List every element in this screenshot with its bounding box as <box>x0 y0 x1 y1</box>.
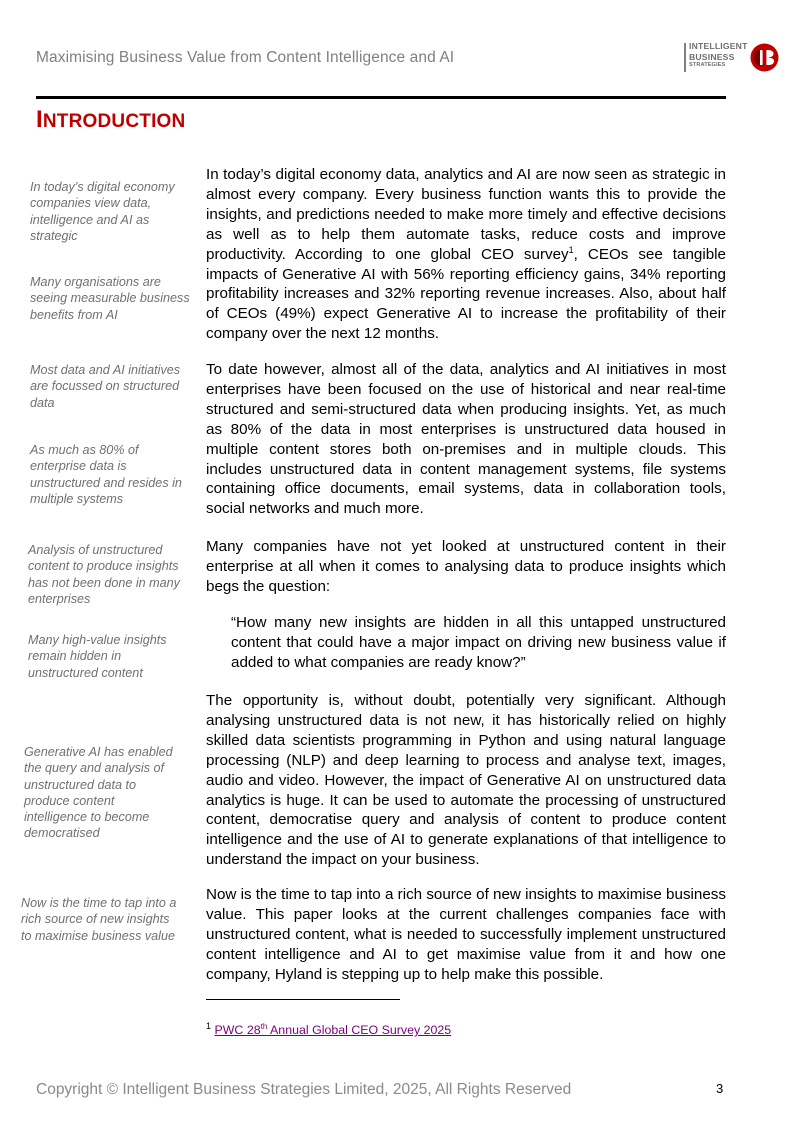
footnote-link-text: Annual Global CEO Survey 2025 <box>267 1023 452 1037</box>
footnote-link[interactable] <box>214 1023 451 1037</box>
margin-note: Most data and AI initiatives are focussed on structured data <box>30 363 181 410</box>
margin-note: Now is the time to tap into a rich source of new insights to maximise business value <box>21 896 177 943</box>
company-logo <box>684 42 780 74</box>
footnote-link-text: PWC 28 <box>214 1023 261 1037</box>
body-text-segment: In today’s digital economy data, analytics and AI are now seen as strategic in almost every company. Every business function wants this to provide the insights, and predictions needed to make more timely and effective decisions as well as to help them automate tasks, reduce costs and improve productivity. According to one global CEO survey <box>206 166 726 263</box>
body-paragraph: Many companies have not yet looked at unstructured content in their enterprise at all when it comes to analysing data to produce insights which begs the question: <box>206 538 726 595</box>
logo-line-2: BUSINESS <box>689 51 735 62</box>
margin-note: Many high-value insights remain hidden in unstructured content <box>28 633 167 680</box>
logo-divider <box>684 43 686 72</box>
margin-note: Analysis of unstructured content to produce insights has not been done in many enterprises <box>28 543 180 606</box>
footnote-link-sup: th <box>260 1021 268 1031</box>
logo-wordmark <box>689 42 748 69</box>
quote-block: “How many new insights are hidden in all this untapped unstructured content that could have a major impact on driving new business value if added to what companies are ready know?” <box>231 614 726 671</box>
section-heading-initial: I <box>36 106 43 133</box>
body-paragraph: Now is the time to tap into a rich source of new insights to maximise business value. This paper looks at the current challenges companies face with unstructured content, what is needed to successfully implement unstructured content intelligence and AI to get maximise value from it and how one company, Hyland is stepping up to help make this possible. <box>206 886 726 983</box>
logo-line-3: STRATEGIES <box>689 62 726 69</box>
margin-note: Many organisations are seeing measurable business benefits from AI <box>30 275 190 322</box>
footnote-rule <box>206 999 400 1000</box>
section-heading-rest: NTRODUCTION <box>42 111 186 132</box>
footnote-number: 1 <box>206 1020 212 1031</box>
body-paragraph <box>206 165 726 344</box>
margin-note: Generative AI has enabled the query and analysis of unstructured data to produce content intelligence to become democratised <box>24 745 173 841</box>
margin-note: In today’s digital economy companies view data, intelligence and AI as strategic <box>30 180 175 243</box>
logo-line-1: INTELLIGENT <box>689 41 748 51</box>
page-number: 3 <box>716 1081 724 1096</box>
header-rule <box>36 96 726 99</box>
body-paragraph: The opportunity is, without doubt, potentially very significant. Although analysing unstructured data is not new, it has historically relied on highly skilled data scientists programming in Python and using natural language processing (NLP) and deep learning to process and analyse text, images, audio and video. However, the impact of Generative AI on unstructured data analytics is huge. It can be used to automate the processing of unstructured content, democratise query and analysis of content to produce content intelligence and the use of AI to generate explanations of that intelligence to understand the impact on your business. <box>206 692 726 869</box>
footnote-reference[interactable]: 1 <box>568 244 574 255</box>
margin-note: As much as 80% of enterprise data is unstructured and resides in multiple systems <box>30 443 182 506</box>
body-text-segment: , CEOs see tangible impacts of Generative AI with 56% reporting efficiency gains, 34% reporting profitability increases and 32% reporting revenue increases. Also, about half of CEOs (49%) expect Generative AI to increase the profitability of their company over the next 12 months. <box>206 245 726 343</box>
copyright-notice: Copyright © Intelligent Business Strategies Limited, 2025, All Rights Reserved <box>36 1081 572 1098</box>
body-paragraph: To date however, almost all of the data, analytics and AI initiatives in most enterprises have been focused on the use of historical and near real-time structured and semi-structured data when producing insights. Yet, as much as 80% of the data in most enterprises is unstructured data housed in multiple content stores both on-premises and in multiple clouds. This includes unstructured data in content management systems, file systems containing office documents, email systems, data in collaboration tools, social networks and much more. <box>206 361 726 518</box>
footnote <box>206 1022 451 1038</box>
document-header-title: Maximising Business Value from Content Intelligence and AI <box>36 49 455 66</box>
logo-mark-icon <box>750 43 779 72</box>
section-heading <box>36 104 185 138</box>
